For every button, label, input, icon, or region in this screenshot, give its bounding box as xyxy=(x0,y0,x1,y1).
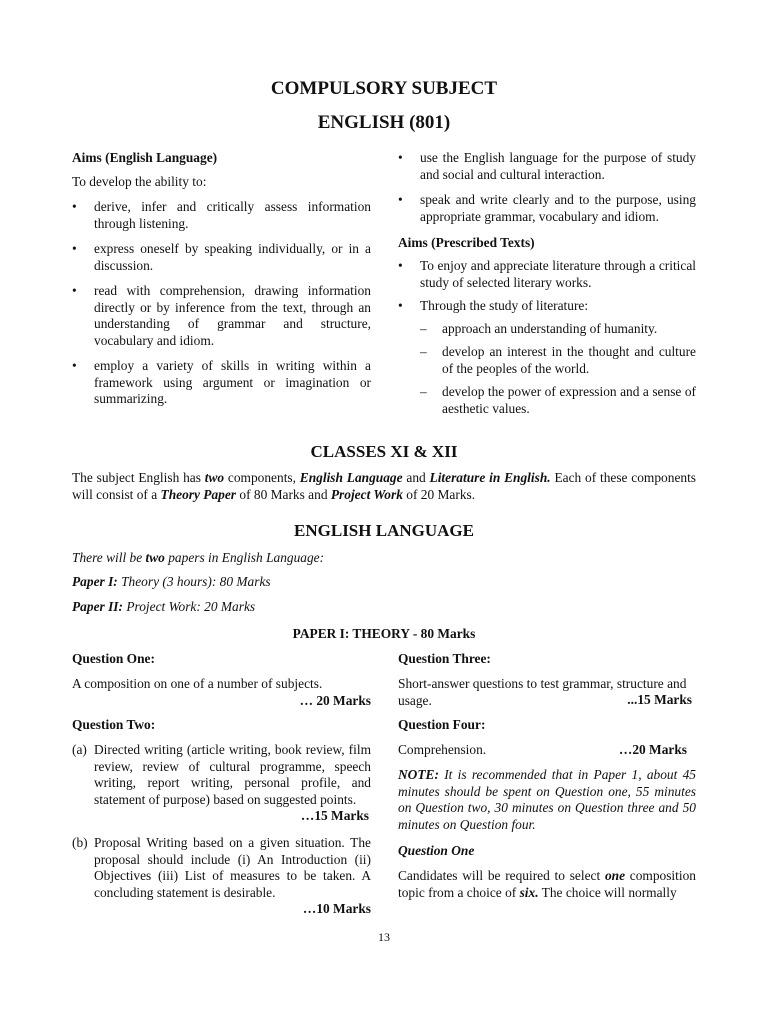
bullet-icon: • xyxy=(72,199,77,214)
list-item: • derive, infer and critically assess information through listening. xyxy=(72,199,371,231)
aims-language-bullets-left xyxy=(72,199,371,417)
bullet-icon: • xyxy=(72,241,77,256)
list-item: – approach an understanding of humanity. xyxy=(420,320,658,336)
paper1-line: Paper I: Theory (3 hours): 80 Marks xyxy=(72,574,271,589)
bullet-icon: • xyxy=(398,150,403,165)
q2a-item: (a) Directed writing (article writing, book review, film review, review of cultural programme, speech writing, report writing, personal profile, and statement of purpose) based on suggested points. xyxy=(72,742,371,807)
english-language-intro: There will be two papers in English Language: xyxy=(72,550,325,565)
paper1-heading: PAPER I: THEORY - 80 Marks xyxy=(292,626,476,641)
dash-icon: – xyxy=(420,384,427,399)
page-title-line2: ENGLISH (801) xyxy=(317,112,451,133)
note-paragraph: NOTE: It is recommended that in Paper 1, about 45 minutes should be spent on Question one, 55 minutes on Question two, 30 minutes on Question three and 50 minutes on Question four. xyxy=(398,767,696,832)
list-item: • Through the study of literature: xyxy=(398,298,589,313)
q1-text: A composition on one of a number of subjects. xyxy=(72,676,323,691)
list-item: – develop the power of expression and a sense of aesthetic values. xyxy=(420,384,696,416)
list-item: • read with comprehension, drawing information directly or by inference from the text, through an understanding of grammar and structure, vocabulary and idiom. xyxy=(72,283,371,348)
q2b-item: (b) Proposal Writing based on a given situation. The proposal should include (i) An Introduction (ii) Objectives (iii) List of measures to be taken. A concluding statement is desirable. xyxy=(72,835,371,900)
aims-texts-bullets xyxy=(398,258,696,424)
q2a-block xyxy=(72,742,371,808)
q2b-block xyxy=(72,835,371,901)
q1-marks: … 20 Marks xyxy=(299,692,371,708)
question-one-heading: Question One xyxy=(398,843,475,858)
list-item: • express oneself by speaking individually, or in a discussion. xyxy=(72,241,371,273)
bullet-icon: • xyxy=(398,298,403,313)
q4-text: Comprehension. xyxy=(398,742,487,757)
bullet-icon: • xyxy=(72,283,77,298)
page-number: 13 xyxy=(378,930,390,944)
q4-marks: …20 Marks xyxy=(618,742,687,757)
paper2-line: Paper II: Project Work: 20 Marks xyxy=(72,599,256,614)
dash-icon: – xyxy=(420,320,427,336)
q2-heading: Question Two: xyxy=(72,717,156,732)
q3-marks: ...15 Marks xyxy=(627,692,692,707)
q2b-marks: …10 Marks xyxy=(302,901,371,916)
q4-heading: Question Four: xyxy=(398,717,486,732)
classes-paragraph: The subject English has two components, English Language and Literature in English. Each of these components will consist of a Theory Paper of 80 Marks and Project Work of 20 Marks. xyxy=(72,470,697,502)
question-one-paragraph: Candidates will be required to select one composition topic from a choice of six. The choice will normally xyxy=(398,868,696,900)
list-item: – develop an interest in the thought and culture of the peoples of the world. xyxy=(420,344,696,376)
list-item: • use the English language for the purpose of study and social and cultural interaction. xyxy=(398,150,696,182)
bullet-icon: • xyxy=(72,358,77,373)
list-item: • speak and write clearly and to the purpose, using appropriate grammar, vocabulary and idiom. xyxy=(398,192,696,224)
bullet-icon: • xyxy=(398,258,403,273)
list-item: • To enjoy and appreciate literature through a critical study of selected literary works. xyxy=(398,258,696,290)
q1-block xyxy=(72,676,371,709)
q3-heading: Question Three: xyxy=(398,651,491,666)
q4-row xyxy=(398,742,687,759)
aims-language-intro: To develop the ability to: xyxy=(72,174,207,189)
page-title-line1: COMPULSORY SUBJECT xyxy=(270,78,498,99)
bullet-icon: • xyxy=(398,192,403,207)
aims-texts-heading: Aims (Prescribed Texts) xyxy=(398,235,535,250)
aims-language-heading: Aims (English Language) xyxy=(72,150,218,165)
english-language-heading: ENGLISH LANGUAGE xyxy=(294,521,474,540)
q1-heading: Question One: xyxy=(72,651,155,666)
q3-text: Short-answer questions to test grammar, structure and usage. xyxy=(398,676,687,708)
dash-icon: – xyxy=(420,344,427,359)
list-item: • employ a variety of skills in writing within a framework using argument or imagination or summarizing. xyxy=(72,358,371,406)
aims-language-bullets-right xyxy=(398,150,696,234)
classes-heading: CLASSES XI & XII xyxy=(310,442,458,461)
q2a-marks: …15 Marks xyxy=(300,808,369,823)
